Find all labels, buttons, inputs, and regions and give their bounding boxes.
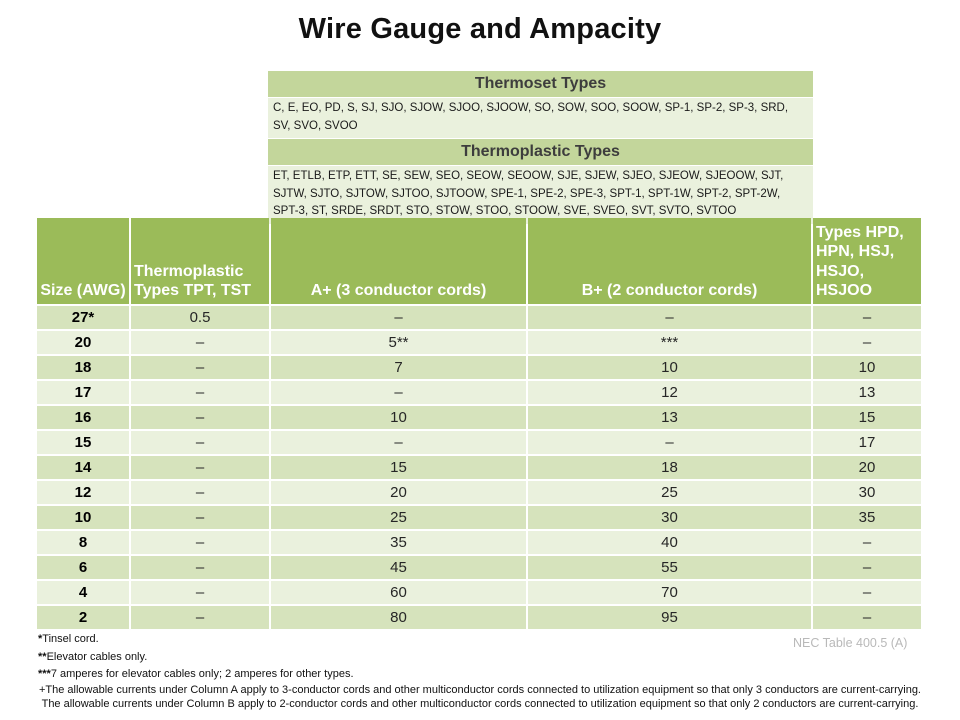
ampacity-value-cell: –: [131, 556, 269, 579]
ampacity-value-cell: –: [813, 306, 921, 329]
ampacity-value-cell: 10: [271, 406, 526, 429]
ampacity-value-cell: 30: [528, 506, 811, 529]
ampacity-value-cell: –: [813, 581, 921, 604]
ampacity-value-cell: –: [813, 331, 921, 354]
ampacity-value-cell: –: [813, 606, 921, 629]
ampacity-value-cell: 15: [271, 456, 526, 479]
ampacity-table: [35, 216, 923, 631]
footnote-tinsel: [38, 631, 354, 649]
ampacity-table-body: [37, 306, 921, 629]
ampacity-value-cell: 95: [528, 606, 811, 629]
ampacity-value-cell: 45: [271, 556, 526, 579]
ampacity-value-cell: –: [131, 481, 269, 504]
ampacity-value-cell: –: [131, 531, 269, 554]
column-header-hpd-types: Types HPD, HPN, HSJ, HSJO, HSJOO: [813, 218, 921, 304]
footnote-text: 7 amperes for elevator cables only; 2 amperes for other types.: [50, 668, 354, 680]
ampacity-value-cell: –: [813, 531, 921, 554]
size-cell: 10: [37, 506, 129, 529]
column-header-b-2-conductor: B+ (2 conductor cords): [528, 218, 811, 304]
ampacity-value-cell: –: [131, 506, 269, 529]
column-header-tpt-tst: Thermoplastic Types TPT, TST: [131, 218, 269, 304]
footnote-marker: ***: [38, 668, 51, 680]
ampacity-value-cell: 30: [813, 481, 921, 504]
size-cell: 18: [37, 356, 129, 379]
cord-types-table: [268, 71, 813, 225]
ampacity-value-cell: –: [131, 356, 269, 379]
ampacity-value-cell: 13: [528, 406, 811, 429]
footnote-marker: *: [38, 633, 43, 645]
ampacity-value-cell: –: [271, 381, 526, 404]
ampacity-value-cell: –: [131, 581, 269, 604]
size-cell: 12: [37, 481, 129, 504]
ampacity-value-cell: –: [131, 456, 269, 479]
ampacity-value-cell: –: [131, 406, 269, 429]
ampacity-value-cell: –: [131, 431, 269, 454]
ampacity-value-cell: 35: [813, 506, 921, 529]
footnote-text: Tinsel cord.: [42, 633, 99, 645]
table-row: [37, 531, 921, 554]
footnote-marker: **: [38, 650, 47, 663]
table-row: [37, 556, 921, 579]
column-ab-note: +The allowable currents under Column A apply to 3-conductor cords and other multiconductor cords connected to utilization equipment so that only 3 conductors are current-carrying. The allowable currents under Column B apply to 2-conductor cords and other multiconductor cords connected to utilization equipment so that only 2 conductors are current-carrying.: [38, 684, 921, 710]
footnote-text: Elevator cables only.: [46, 650, 148, 663]
size-cell: 27*: [37, 306, 129, 329]
footnote-amperes: [38, 666, 354, 684]
ampacity-value-cell: –: [131, 381, 269, 404]
ampacity-value-cell: 25: [528, 481, 811, 504]
size-cell: 14: [37, 456, 129, 479]
ampacity-value-cell: –: [131, 606, 269, 629]
table-row: [37, 481, 921, 504]
ampacity-value-cell: 13: [813, 381, 921, 404]
column-header-a-3-conductor: A+ (3 conductor cords): [271, 218, 526, 304]
size-cell: 8: [37, 531, 129, 554]
ampacity-table-header-row: [37, 218, 921, 304]
table-row: [37, 381, 921, 404]
size-cell: 6: [37, 556, 129, 579]
table-row: [37, 431, 921, 454]
ampacity-value-cell: 55: [528, 556, 811, 579]
ampacity-value-cell: 10: [528, 356, 811, 379]
table-row: [37, 356, 921, 379]
ampacity-value-cell: –: [271, 306, 526, 329]
table-row: [37, 506, 921, 529]
column-header-size: Size (AWG): [37, 218, 129, 304]
ampacity-value-cell: 17: [813, 431, 921, 454]
ampacity-value-cell: 20: [813, 456, 921, 479]
ampacity-value-cell: 35: [271, 531, 526, 554]
ampacity-value-cell: 40: [528, 531, 811, 554]
thermoplastic-types-header: Thermoplastic Types: [268, 139, 813, 165]
table-row: [37, 606, 921, 629]
table-row: [37, 306, 921, 329]
size-cell: 20: [37, 331, 129, 354]
ampacity-value-cell: 60: [271, 581, 526, 604]
ampacity-value-cell: –: [528, 431, 811, 454]
ampacity-value-cell: 80: [271, 606, 526, 629]
size-cell: 15: [37, 431, 129, 454]
table-row: [37, 456, 921, 479]
ampacity-value-cell: 70: [528, 581, 811, 604]
ampacity-value-cell: 15: [813, 406, 921, 429]
table-row: [37, 581, 921, 604]
ampacity-value-cell: –: [813, 556, 921, 579]
ampacity-value-cell: 5**: [271, 331, 526, 354]
footnotes: [38, 631, 354, 684]
ampacity-value-cell: 18: [528, 456, 811, 479]
thermoset-types-list: C, E, EO, PD, S, SJ, SJO, SJOW, SJOO, SJOOW, SO, SOW, SOO, SOOW, SP-1, SP-2, SP-3, SRD, SV, SVO, SVOO: [268, 98, 813, 138]
thermoplastic-types-list: ET, ETLB, ETP, ETT, SE, SEW, SEO, SEOW, SEOOW, SJE, SJEW, SJEO, SJEOW, SJEOOW, SJT, SJTW, SJTO, SJTOW, SJTOO, SJTOOW, SPE-1, SPE-2, SPE-3, SPT-1, SPT-1W, SPT-2, SPT-2W, SPT-3, ST, SRDE, SRDT, STO, STOW, STOO, STOOW, SVE, SVEO, SVT, SVTO, SVTOO: [268, 166, 813, 224]
ampacity-value-cell: 0.5: [131, 306, 269, 329]
page-title: Wire Gauge and Ampacity: [298, 13, 662, 45]
ampacity-value-cell: ***: [528, 331, 811, 354]
ampacity-value-cell: –: [271, 431, 526, 454]
ampacity-value-cell: –: [131, 331, 269, 354]
thermoset-types-header: Thermoset Types: [268, 71, 813, 97]
footnote-elevator: [38, 649, 354, 667]
ampacity-value-cell: 20: [271, 481, 526, 504]
ampacity-value-cell: 7: [271, 356, 526, 379]
ampacity-value-cell: 10: [813, 356, 921, 379]
source-reference: NEC Table 400.5 (A): [793, 636, 908, 650]
size-cell: 2: [37, 606, 129, 629]
table-row: [37, 406, 921, 429]
ampacity-value-cell: 25: [271, 506, 526, 529]
table-row: [37, 331, 921, 354]
size-cell: 4: [37, 581, 129, 604]
size-cell: 17: [37, 381, 129, 404]
ampacity-value-cell: 12: [528, 381, 811, 404]
size-cell: 16: [37, 406, 129, 429]
ampacity-value-cell: –: [528, 306, 811, 329]
